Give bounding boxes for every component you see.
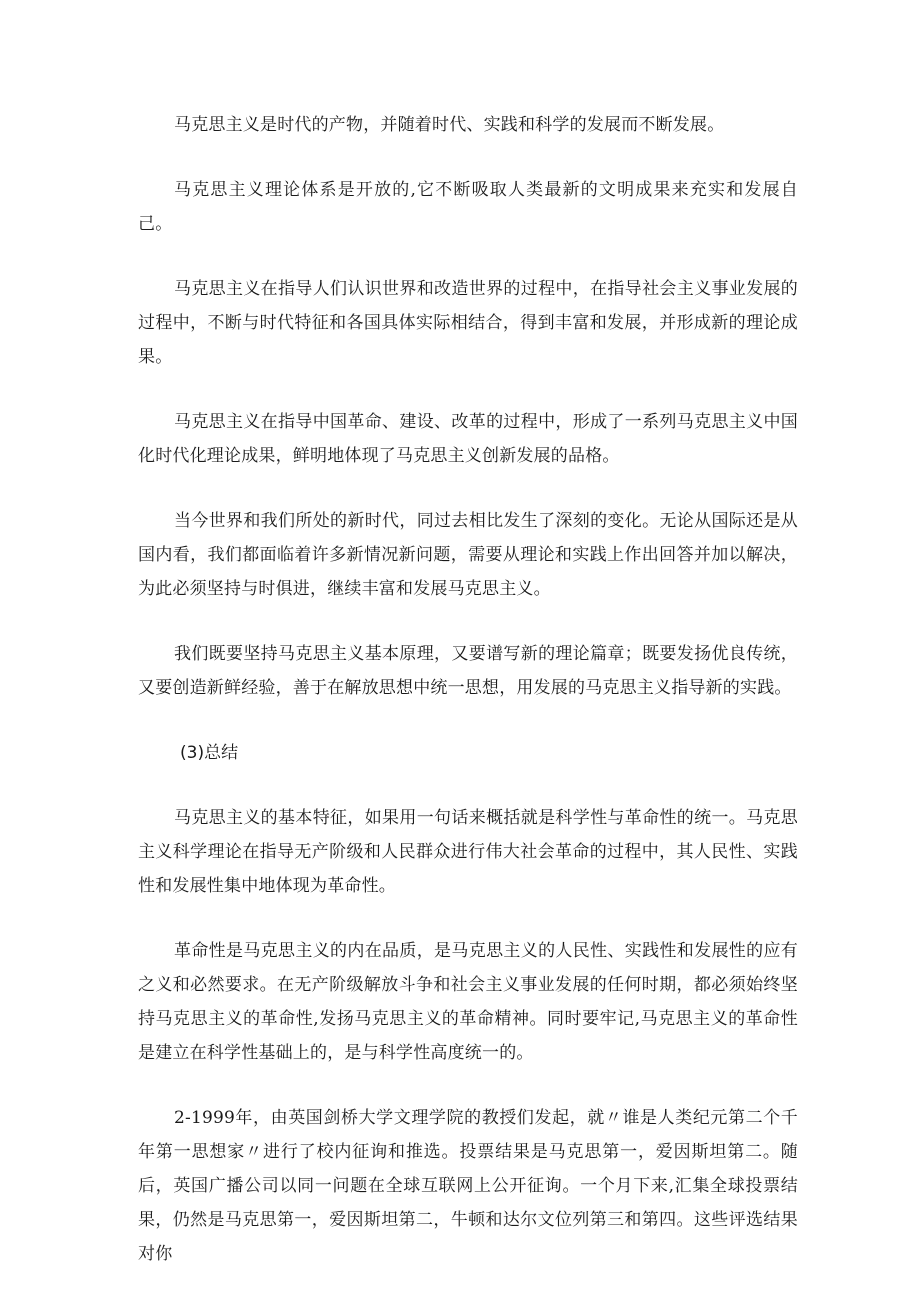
paragraph-basic-features: 马克思主义的基本特征，如果用一句话来概括就是科学性与革命性的统一。马克思主义科学理论在指导无产阶级和人民群众进行伟大社会革命的过程中，其人民性、实践性和发展性集中地体现为革命性。 [138, 808, 798, 896]
paragraph-marxism-product-of-era: 马克思主义是时代的产物，并随着时代、实践和科学的发展而不断发展。 [174, 115, 725, 135]
document-body [138, 108, 798, 1271]
paragraph-new-theoretical-achievements: 马克思主义在指导人们认识世界和改造世界的过程中，在指导社会主义事业发展的过程中，不断与时代特征和各国具体实际相结合，得到丰富和发展，并形成新的理论成果。 [138, 279, 798, 367]
section-heading-summary: (3)总结 [180, 743, 239, 763]
paragraph-open-theory-system: 马克思主义理论体系是开放的,它不断吸取人类最新的文明成果来充实和发展自己。 [138, 180, 798, 234]
paragraph-china-sinicization: 马克思主义在指导中国革命、建设、改革的过程中，形成了一系列马克思主义中国化时代化理论成果，鲜明地体现了马克思主义创新发展的品格。 [138, 412, 798, 466]
paragraph-keep-pace-with-times: 当今世界和我们所处的新时代，同过去相比发生了深刻的变化。无论从国际还是从国内看，我们都面临着许多新情况新问题，需要从理论和实践上作出回答并加以解决，为此必须坚持与时俱进，继续丰富和发展马克思主义。 [138, 511, 798, 599]
paragraph-millennium-thinker-poll: 2-1999年，由英国剑桥大学文理学院的教授们发起，就〃谁是人类纪元第二个千年第一思想家〃进行了校内征询和推选。投票结果是马克思第一，爱因斯坦第二。随后，英国广播公司以同一问题在全球互联网上公开征询。一个月下来,汇集全球投票结果，仍然是马克思第一，爱因斯坦第二，牛顿和达尔文位列第三和第四。这些评选结果对你 [138, 1108, 798, 1264]
paragraph-uphold-and-innovate: 我们既要坚持马克思主义基本原理，又要谱写新的理论篇章；既要发扬优良传统，又要创造新鲜经验，善于在解放思想中统一思想，用发展的马克思主义指导新的实践。 [138, 644, 798, 698]
paragraph-revolutionary-nature: 革命性是马克思主义的内在品质，是马克思主义的人民性、实践性和发展性的应有之义和必然要求。在无产阶级解放斗争和社会主义事业发展的任何时期，都必须始终坚持马克思主义的革命性,发扬马克思主义的革命精神。同时要牢记,马克思主义的革命性是建立在科学性基础上的，是与科学性高度统一的。 [138, 941, 798, 1063]
